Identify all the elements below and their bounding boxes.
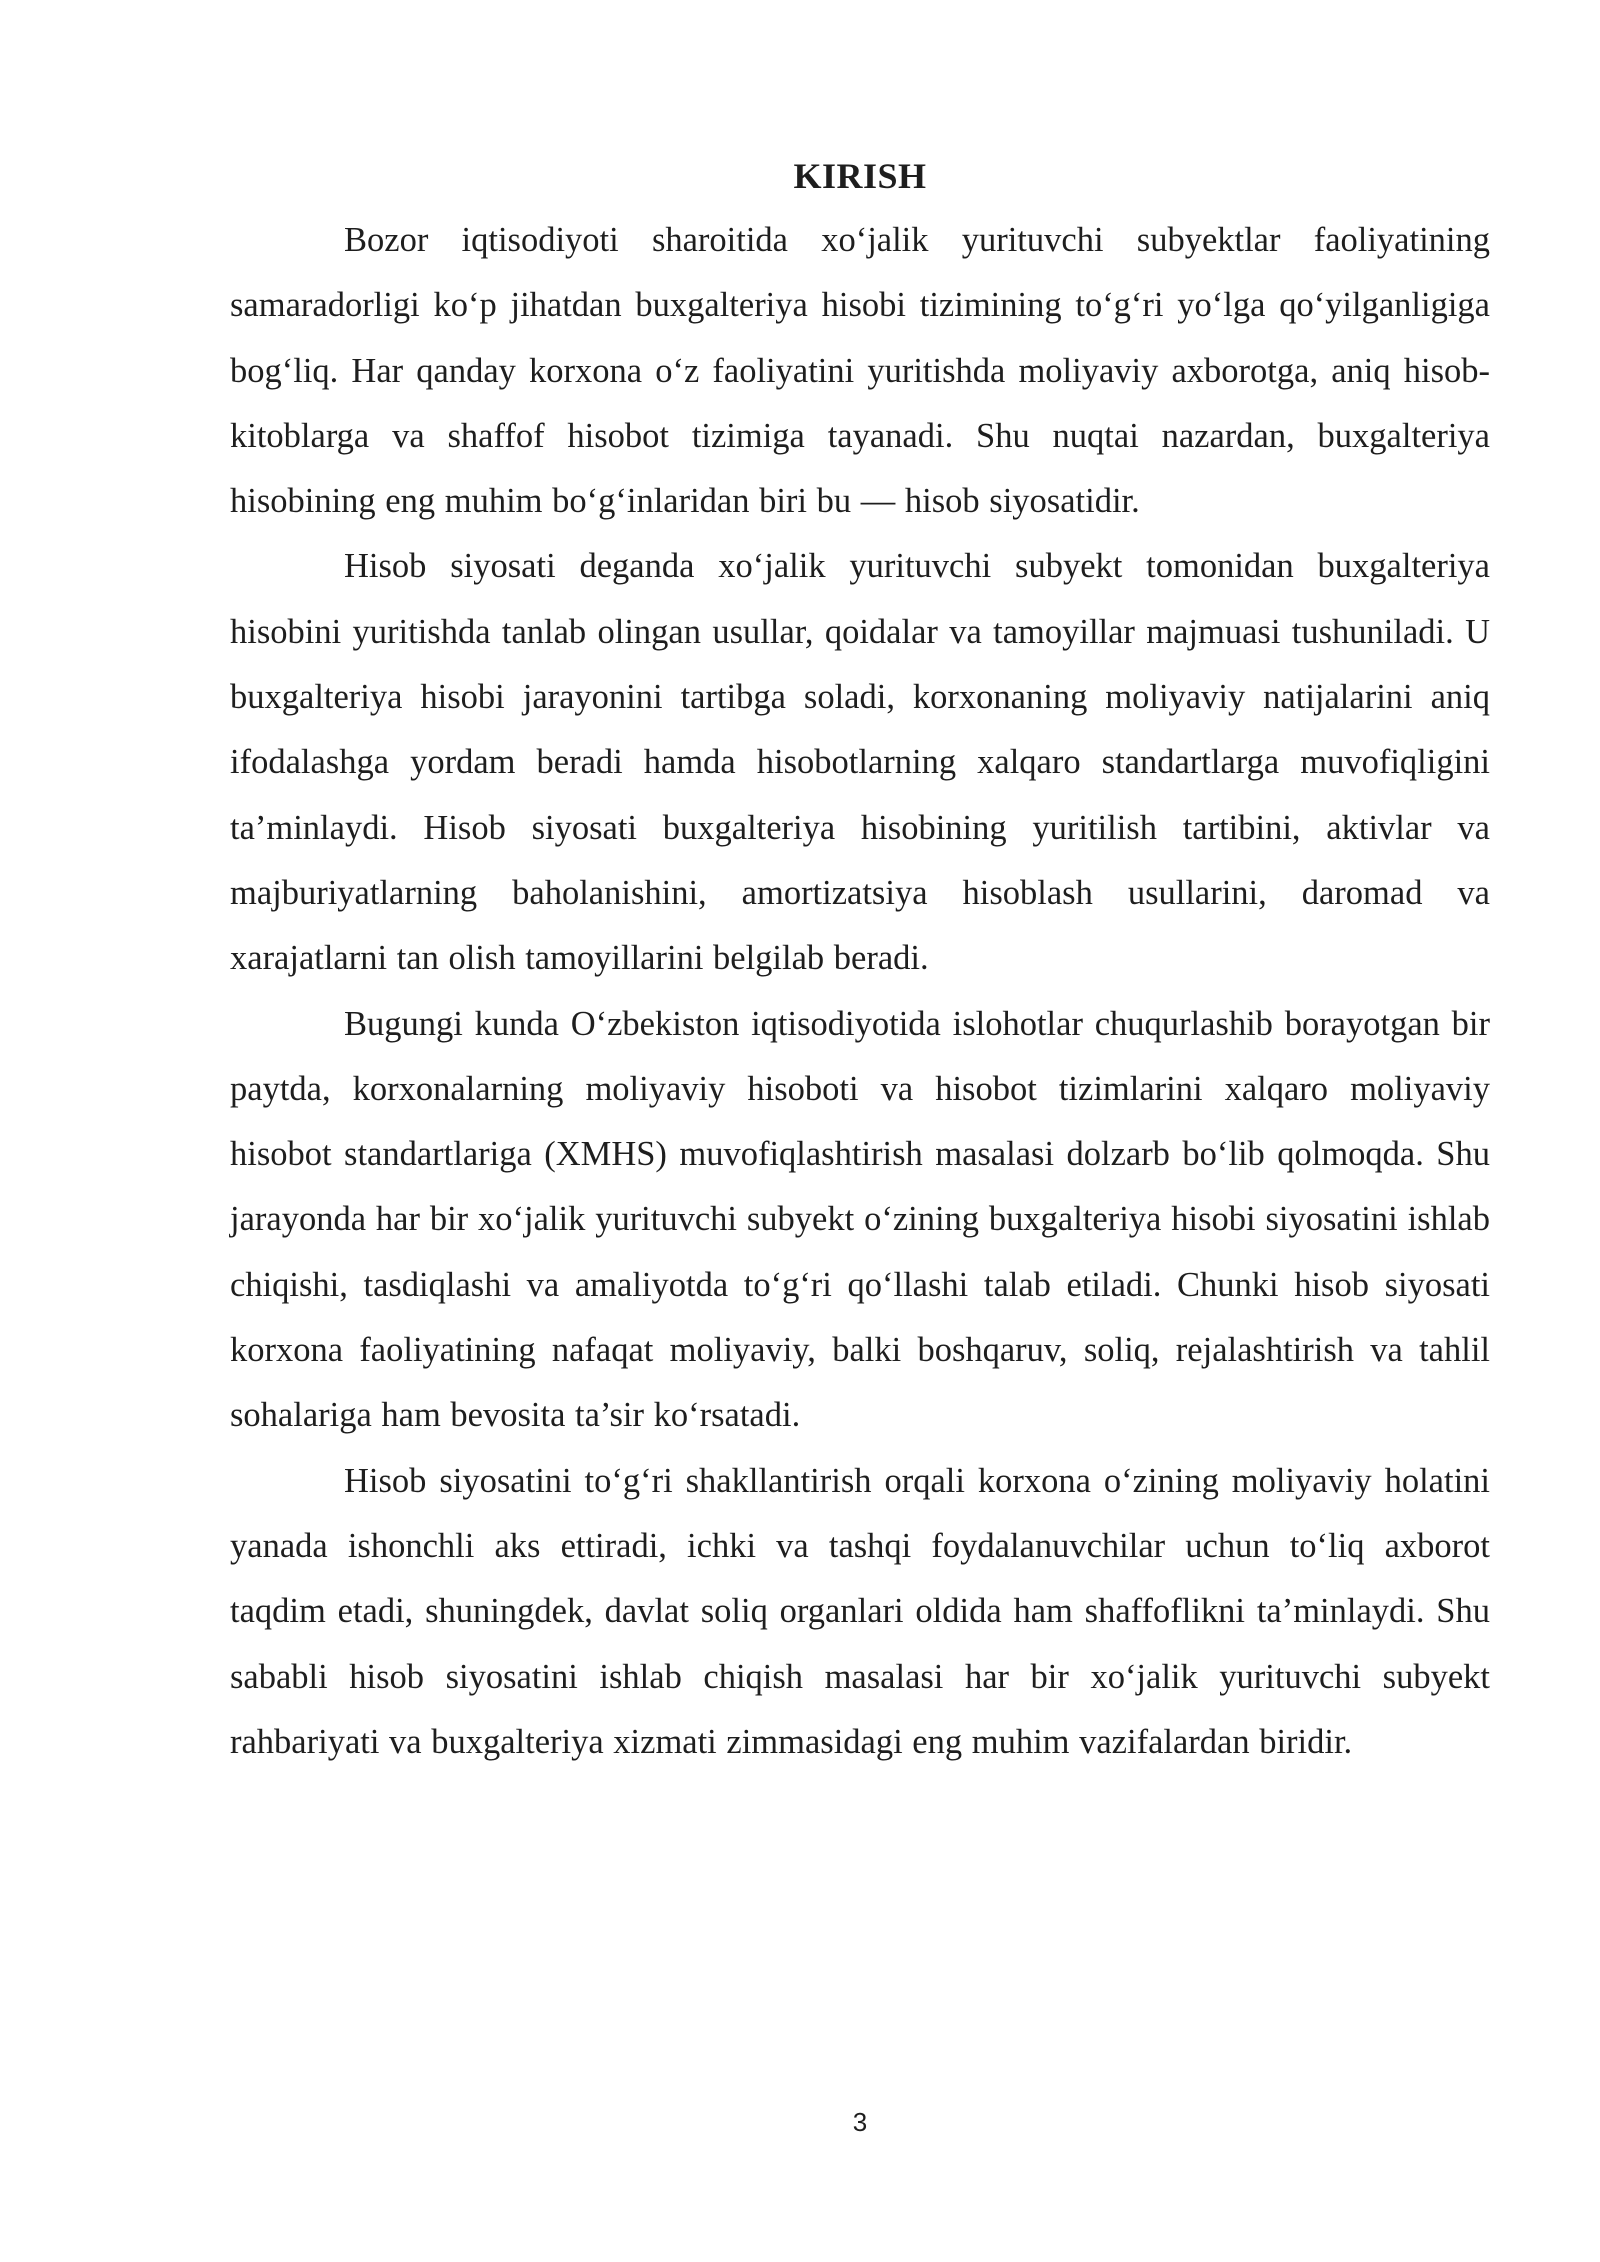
- body-text: [230, 208, 1490, 1775]
- paragraph-3: Bugungi kunda O‘zbekiston iqtisodiyotida islohotlar chuqurlashib borayotgan bir paytda, korxonalarning moliyaviy hisoboti va hisobot tizimlarini xalqaro moliyaviy hisobot standartlariga (XMHS) muvofiqlashtirish masalasi dolzarb bo‘lib qolmoqda. Shu jarayonda har bir xo‘jalik yurituvchi subyekt o‘zining buxgalteriya hisobi siyosatini ishlab chiqishi, tasdiqlashi va amaliyotda to‘g‘ri qo‘llashi talab etiladi. Chunki hisob siyosati korxona faoliyatining nafaqat moliyaviy, balki boshqaruv, soliq, rejalashtirish va tahlil sohalariga ham bevosita ta’sir ko‘rsatadi.: [230, 1004, 1490, 1435]
- paragraph-1: Bozor iqtisodiyoti sharoitida xo‘jalik yurituvchi subyektlar faoliyatining samaradorligi ko‘p jihatdan buxgalteriya hisobi tizimining to‘g‘ri yo‘lga qo‘yilganligiga bog‘liq. Har qanday korxona o‘z faoliyatini yuritishda moliyaviy axborotga, aniq hisob-kitoblarga va shaffof hisobot tizimiga tayanadi. Shu nuqtai nazardan, buxgalteriya hisobining eng muhim bo‘g‘inlaridan biri bu — hisob siyosatidir.: [230, 221, 1490, 521]
- paragraph-2: Hisob siyosati deganda xo‘jalik yurituvchi subyekt tomonidan buxgalteriya hisobini yuritishda tanlab olingan usullar, qoidalar va tamoyillar majmuasi tushuniladi. U buxgalteriya hisobi jarayonini tartibga soladi, korxonaning moliyaviy natijalarini aniq ifodalashga yordam beradi hamda hisobotlarning xalqaro standartlarga muvofiqligini ta’minlaydi. Hisob siyosati buxgalteriya hisobining yuritilish tartibini, aktivlar va majburiyatlarning baholanishini, amortizatsiya hisoblash usullarini, daromad va xarajatlarni tan olish tamoyillarini belgilab beradi.: [230, 547, 1490, 978]
- page-number: 3: [852, 2107, 868, 2137]
- section-heading: KIRISH: [793, 156, 927, 196]
- paragraph-4: Hisob siyosatini to‘g‘ri shakllantirish orqali korxona o‘zining moliyaviy holatini yanada ishonchli aks ettiradi, ichki va tashqi foydalanuvchilar uchun to‘liq axborot taqdim etadi, shuningdek, davlat soliq organlari oldida ham shaffoflikni ta’minlaydi. Shu sababli hisob siyosatini ishlab chiqish masalasi har bir xo‘jalik yurituvchi subyekt rahbariyati va buxgalteriya xizmati zimmasidagi eng muhim vazifalardan biridir.: [230, 1461, 1490, 1761]
